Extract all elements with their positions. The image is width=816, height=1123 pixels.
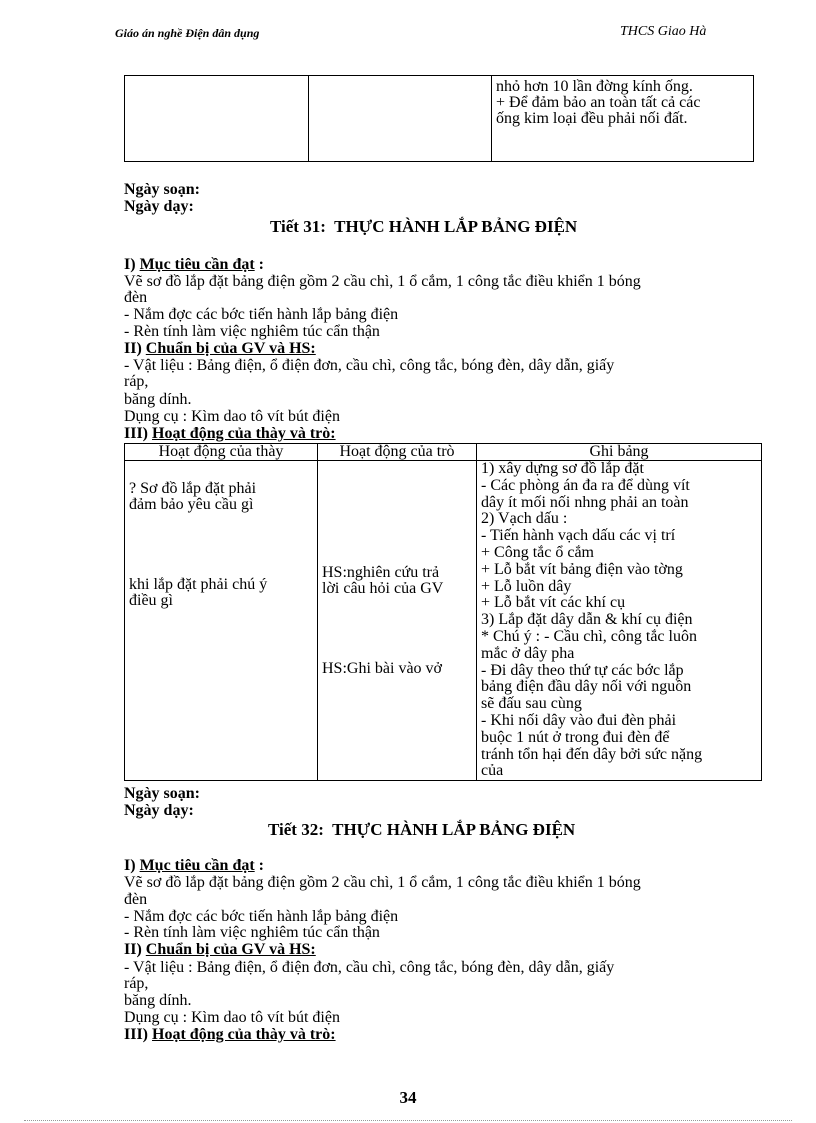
student-activity-cell	[318, 461, 477, 781]
top-table-line: ống kim loại đều phải nối đất.	[496, 110, 688, 127]
table-row	[125, 461, 762, 781]
tiet-31-label: Tiết 31:	[270, 217, 326, 236]
page-number: 34	[399, 1088, 417, 1107]
section-2-heading-32	[124, 942, 316, 958]
section-2-heading-31	[124, 341, 316, 357]
section-2-label: Chuẩn bị của GV và HS:	[145, 941, 316, 958]
lesson-32-title: THỰC HÀNH LẮP BẢNG ĐIỆN	[332, 820, 576, 839]
section-3-label: Hoạt động của thày và trò:	[152, 425, 336, 442]
lesson-32-heading	[268, 820, 575, 840]
header-left: Giáo án nghề Điện dân dụng	[115, 26, 260, 40]
top-table	[124, 75, 754, 162]
materials-line: - Vật liệu : Bảng điện, ổ điện đơn, cầu chì, công tắc, bóng đèn, dây dẫn, giấy	[124, 357, 615, 374]
objective-line: - Rèn tính làm việc nghiêm túc cẩn thận	[124, 924, 380, 941]
section-1-number: I)	[124, 857, 136, 874]
board-line: - Khi nối dây vào đui đèn phải	[481, 711, 677, 729]
section-2-number: II)	[124, 340, 142, 357]
teacher-activity-cell	[125, 461, 318, 781]
header-right: THCS Giao Hà	[620, 24, 707, 39]
section-3-number: III)	[124, 1026, 149, 1043]
student-line: HS:Ghi bài vào vở	[322, 660, 443, 677]
materials-line: ráp,	[124, 373, 149, 390]
lesson-31-title: THỰC HÀNH LẮP BẢNG ĐIỆN	[334, 217, 578, 236]
activities-table	[124, 443, 762, 781]
section-1-colon: :	[258, 256, 264, 273]
top-table-cell-1	[125, 76, 309, 162]
materials-line: ráp,	[124, 975, 149, 992]
board-line: dây ít mối nối nhng phải an toàn	[481, 493, 689, 511]
board-line: + Lỗ bắt vít các khí cụ	[481, 594, 626, 612]
header-student: Hoạt động của trò	[318, 444, 477, 461]
top-table-cell-2	[309, 76, 492, 162]
objective-line: - Rèn tính làm việc nghiêm túc cẩn thận	[124, 323, 380, 340]
student-line: lời câu hỏi của GV	[322, 580, 444, 597]
board-line: của	[481, 762, 504, 780]
teacher-line: điều gì	[129, 592, 173, 609]
section-2-number: II)	[124, 941, 142, 958]
section-3-heading-31	[124, 426, 336, 442]
objective-line: - Nắm đợc các bớc tiến hành lắp bảng điện	[124, 306, 399, 323]
section-2-label: Chuẩn bị của GV và HS:	[145, 340, 316, 357]
objective-line: Vẽ sơ đồ lắp đặt bảng điện gồm 2 cầu chì, 1 ổ cắm, 1 công tắc điều khiển 1 bóng	[124, 273, 641, 290]
materials-line: Dụng cụ : Kìm dao tô vít bút điện	[124, 1009, 340, 1026]
board-line: + Công tắc ổ cắm	[481, 543, 594, 561]
teacher-line: đảm bảo yêu cầu gì	[129, 496, 254, 513]
board-line: 2) Vạch dấu :	[481, 510, 568, 528]
ngay-soan-32: Ngày soạn:	[124, 785, 201, 802]
section-1-label: Mục tiêu cần đạt	[139, 256, 255, 273]
table-header-row	[125, 444, 762, 461]
footer-divider	[24, 1120, 792, 1121]
header-teacher: Hoạt động của thày	[125, 444, 318, 461]
section-1-heading-32	[124, 858, 264, 874]
board-line: * Chú ý : - Cầu chì, công tắc luôn	[481, 627, 697, 645]
objective-line: đèn	[124, 289, 148, 306]
board-line: - Tiến hành vạch dấu các vị trí	[481, 527, 676, 545]
top-table-cell-3	[492, 76, 754, 162]
board-line: + Lỗ luồn dây	[481, 577, 572, 595]
materials-line: - Vật liệu : Bảng điện, ổ điện đơn, cầu chì, công tắc, bóng đèn, dây dẫn, giấy	[124, 959, 615, 976]
objective-line: Vẽ sơ đồ lắp đặt bảng điện gồm 2 cầu chì, 1 ổ cắm, 1 công tắc điều khiển 1 bóng	[124, 874, 641, 891]
section-1-label: Mục tiêu cần đạt	[139, 857, 255, 874]
board-notes-cell	[477, 461, 762, 781]
ngay-day-31: Ngày dạy:	[124, 198, 194, 215]
top-table-line: nhỏ hơn 10 lần đờng kính ống.	[496, 78, 693, 95]
board-line: tránh tổn hại đến dây bởi sức nặng	[481, 745, 703, 763]
materials-line: Dụng cụ : Kìm dao tô vít bút điện	[124, 408, 340, 425]
board-line: 1) xây dựng sơ đồ lắp đặt	[481, 460, 644, 477]
lesson-31-heading	[270, 217, 577, 237]
section-3-heading-32	[124, 1027, 336, 1043]
ngay-soan-31: Ngày soạn:	[124, 181, 201, 198]
board-line: - Các phòng án đa ra để dùng vít	[481, 476, 690, 494]
teacher-line: khi lắp đặt phải chú ý	[129, 576, 268, 593]
materials-line: băng dính.	[124, 391, 192, 408]
board-line: buộc 1 nút ở trong đui đèn để	[481, 728, 670, 746]
materials-line: băng dính.	[124, 992, 192, 1009]
section-1-heading-31	[124, 257, 264, 273]
student-line: HS:nghiên cứu trả	[322, 564, 440, 581]
objective-line: đèn	[124, 891, 148, 908]
board-line: + Lỗ bắt vít bảng điện vào tờng	[481, 560, 683, 578]
section-1-number: I)	[124, 256, 136, 273]
tiet-32-label: Tiết 32:	[268, 820, 324, 839]
board-line: - Đi dây theo thứ tự các bớc lắp	[481, 661, 684, 679]
section-3-label: Hoạt động của thày và trò:	[152, 1026, 336, 1043]
section-1-colon: :	[258, 857, 264, 874]
objective-line: - Nắm đợc các bớc tiến hành lắp bảng điện	[124, 908, 399, 925]
header-board: Ghi bảng	[477, 444, 762, 461]
board-line: 3) Lắp đặt dây dẫn & khí cụ điện	[481, 611, 693, 629]
top-table-line: + Để đảm bảo an toàn tất cả các	[496, 94, 701, 111]
teacher-line: ? Sơ đồ lắp đặt phải	[129, 480, 257, 497]
board-line: bảng điện đầu dây nối với nguồn	[481, 678, 692, 696]
section-3-number: III)	[124, 425, 149, 442]
board-line: mắc ở dây pha	[481, 644, 575, 662]
board-line: sẽ đấu sau cùng	[481, 695, 582, 713]
ngay-day-32: Ngày dạy:	[124, 802, 194, 819]
